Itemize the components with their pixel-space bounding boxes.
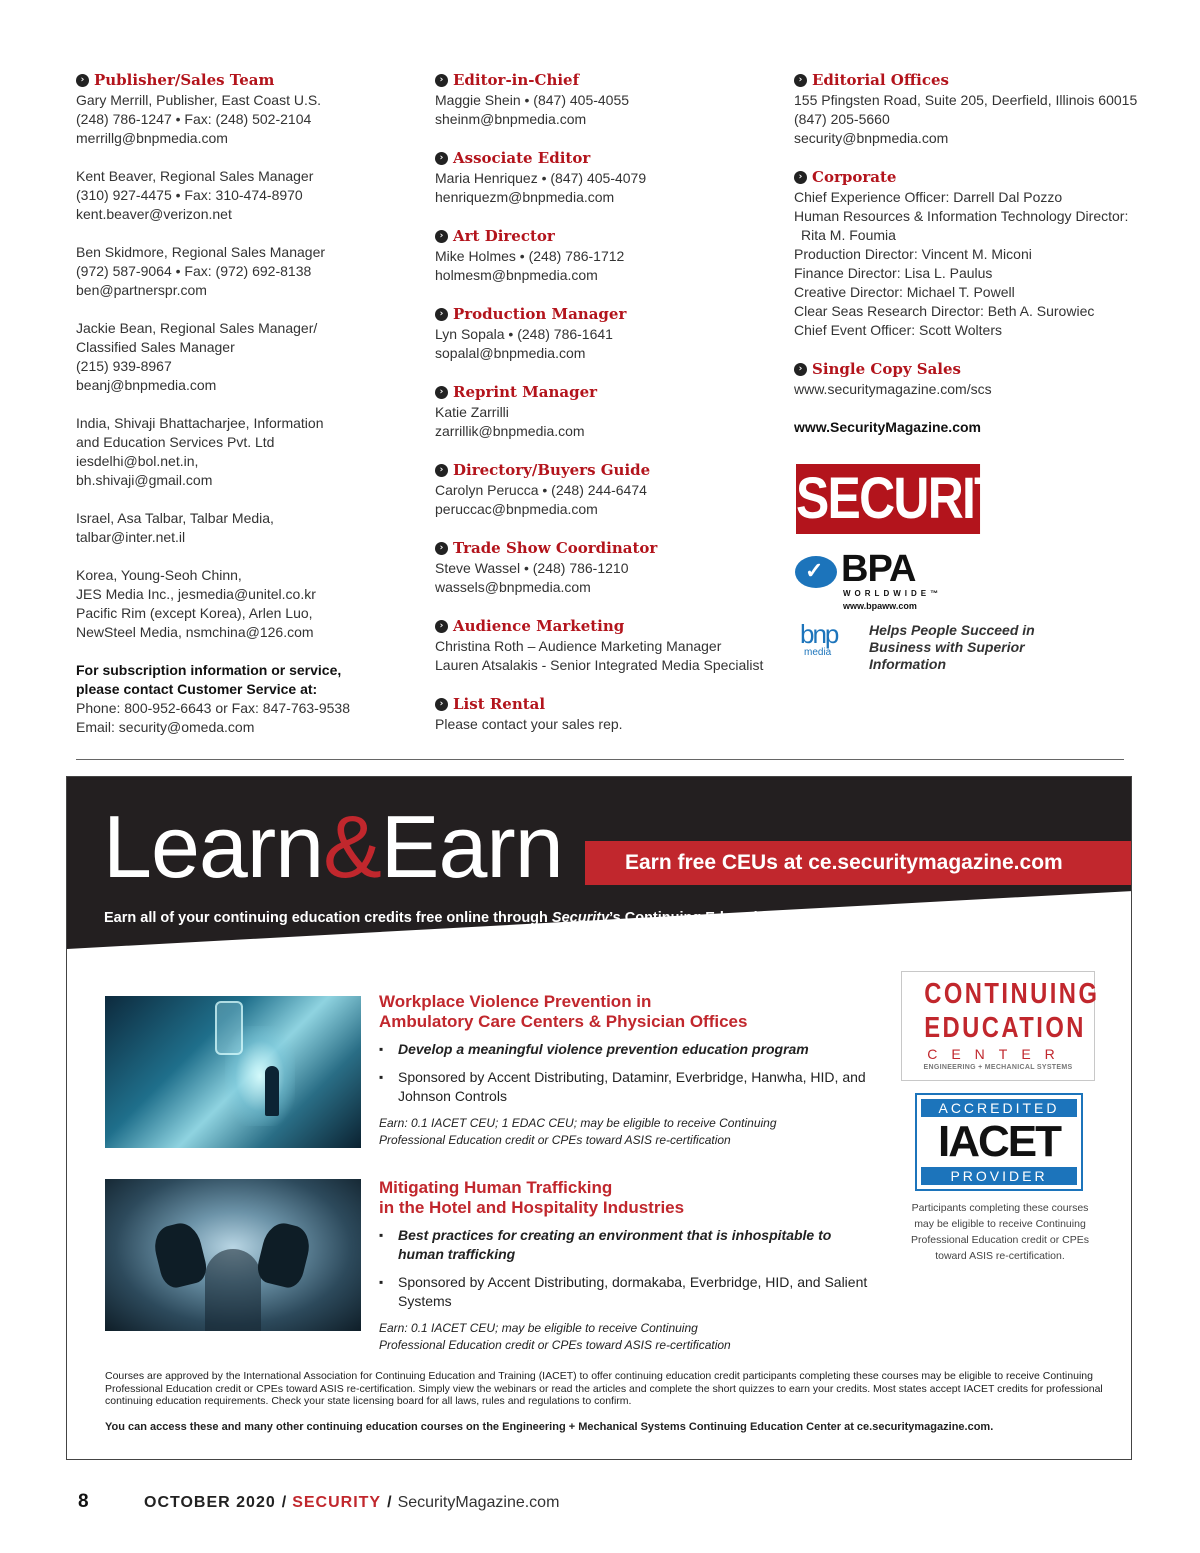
staff-section: › Trade Show Coordinator Steve Wassel • (248) 786-1210 wassels@bnpmedia.com — [435, 539, 658, 595]
ad-footnote-bold: You can access these and many other continuing education courses on the Engineering + Mechanical Systems Continuing Education Center at ce.securitymagazine.com. — [105, 1421, 994, 1433]
hands-behind-glass-photo — [105, 1179, 361, 1331]
course-title[interactable]: Workplace Violence Prevention in Ambulatory Care Centers & Physician Offices — [379, 992, 748, 1031]
issue-date: OCTOBER 2020 — [144, 1494, 276, 1511]
ad-footnote: Courses are approved by the International Association for Continuing Education and Training (IACET) to offer continuing education credit participants completing these courses may be eligible to receive Continuing Professional Education credit or CPEs toward ASIS re-certification. Simply view the webinars or read the articles and complete the short quizzes to earn your credits. Most states accept IACET credits for professional continuing education requirements. Check your state licensing board for all laws, rules and regulations to confirm. — [105, 1370, 1103, 1407]
hospital-corridor-photo — [105, 996, 361, 1148]
staff-section: › Directory/Buyers Guide Carolyn Perucca • (248) 244-6474 peruccac@bnpmedia.com — [435, 461, 651, 517]
course-bullet: ▪ Best practices for creating an environment that is inhospitable to human trafficking — [379, 1226, 879, 1264]
course-item[interactable] — [379, 1178, 879, 1354]
chevron-right-icon: › — [435, 152, 448, 165]
single-copy-sales: › Single Copy Sales www.securitymagazine.com/scs — [794, 360, 992, 397]
staff-section: › Art Director Mike Holmes • (248) 786-1712 holmesm@bnpmedia.com — [435, 227, 625, 283]
page-footer: 8 OCTOBER 2020 / SECURITY / SecurityMagazine.com — [78, 1491, 560, 1512]
staff-section: › Editor-in-Chief Maggie Shein • (847) 405-4055 sheinm@bnpmedia.com — [435, 71, 630, 127]
contact-block: Gary Merrill, Publisher, East Coast U.S. (248) 786-1247 • Fax: (248) 502-2104 merrillg@bnpmedia.com — [76, 92, 322, 146]
ad-intro: Earn all of your continuing education credits free online through Security’s Continuing Education Center at ce.securitymagazine.com. — [104, 910, 1026, 926]
continuing-education-center-logo: CONTINUING EDUCATION CENTER ENGINEERING + MECHANICAL SYSTEMS — [901, 971, 1095, 1081]
contact-block: Jackie Bean, Regional Sales Manager/ Classified Sales Manager (215) 939-8967 beanj@bnpmedia.com — [76, 320, 318, 393]
course-credit: Earn: 0.1 IACET CEU; 1 EDAC CEU; may be eligible to receive Continuing Professional Education credit or CPEs toward ASIS re-certification — [379, 1116, 777, 1147]
learn-earn-title: Learn&Earn — [103, 797, 563, 896]
bnp-tagline: Helps People Succeed in Business with Superior Information — [869, 622, 1035, 672]
chevron-right-icon: › — [794, 171, 807, 184]
section-heading: › Publisher/Sales Team — [76, 70, 406, 91]
website-link[interactable]: www.SecurityMagazine.com — [794, 419, 981, 435]
course-credit: Earn: 0.1 IACET CEU; may be eligible to receive Continuing Professional Education credit or CPEs toward ASIS re-certification — [379, 1321, 731, 1352]
editorial-staff-column — [435, 70, 775, 753]
bpa-logo: ✓ BPA WORLDWIDE™ www.bpaww.com — [795, 552, 935, 612]
chevron-right-icon: › — [435, 308, 448, 321]
iacet-accredited-logo: ACCREDITED IACET PROVIDER — [915, 1093, 1083, 1191]
staff-section: › Audience Marketing Christina Roth – Audience Marketing Manager Lauren Atsalakis - Senior Integrated Media Specialist — [435, 617, 764, 673]
bnp-media-logo: bnp media — [800, 619, 838, 658]
ceu-banner: Earn free CEUs at ce.securitymagazine.com — [585, 841, 1132, 885]
magazine-name: SECURITY — [292, 1494, 382, 1511]
chevron-right-icon: › — [435, 620, 448, 633]
subscription-info: For subscription information or service, please contact Customer Service at: Phone: 800-952-6643 or Fax: 847-763-9538 Email: security@omeda.com — [76, 662, 350, 735]
chevron-right-icon: › — [794, 363, 807, 376]
contact-block: Israel, Asa Talbar, Talbar Media, talbar@inter.net.il — [76, 510, 274, 545]
contact-block: Korea, Young-Seoh Chinn, JES Media Inc., jesmedia@unitel.co.kr Pacific Rim (except Korea), Arlen Luo, NewSteel Media, nsmchina@126.com — [76, 567, 316, 640]
chevron-right-icon: › — [435, 230, 448, 243]
staff-section: › List Rental Please contact your sales rep. — [435, 695, 623, 732]
chevron-right-icon: › — [794, 74, 807, 87]
corporate: › Corporate Chief Experience Officer: Darrell Dal Pozzo Human Resources & Information Technology Director: Rita M. Foumia Production Director: Vincent M. Miconi Finance Director: Lisa L. Paulus Creative Director: Michael T. Powell Clear Seas Research Director: Beth A. Surowiec Chief Event Officer: Scott Wolters — [794, 168, 1129, 338]
chevron-right-icon: › — [435, 386, 448, 399]
check-icon: ✓ — [805, 558, 824, 583]
staff-section: › Associate Editor Maria Henriquez • (847) 405-4079 henriquezm@bnpmedia.com — [435, 149, 647, 205]
chevron-right-icon: › — [435, 698, 448, 711]
contact-block: Ben Skidmore, Regional Sales Manager (972) 587-9064 • Fax: (972) 692-8138 ben@partnerspr.com — [76, 244, 326, 298]
contact-block: India, Shivaji Bhattacharjee, Information and Education Services Pvt. Ltd iesdelhi@bol.net.in, bh.shivaji@gmail.com — [76, 415, 324, 488]
course-bullet: ▪ Develop a meaningful violence prevention education program — [379, 1040, 879, 1059]
course-title[interactable]: Mitigating Human Trafficking in the Hotel and Hospitality Industries — [379, 1178, 685, 1217]
chevron-right-icon: › — [76, 74, 89, 87]
contact-block: Kent Beaver, Regional Sales Manager (310) 927-4475 • Fax: 310-474-8970 kent.beaver@verizon.net — [76, 168, 314, 222]
page-number: 8 — [78, 1491, 89, 1512]
chevron-right-icon: › — [435, 74, 448, 87]
chevron-right-icon: › — [435, 464, 448, 477]
course-bullet: ▪ Sponsored by Accent Distributing, Dataminr, Everbridge, Hanwha, HID, and Johnson Controls — [379, 1068, 879, 1106]
iacet-note: Participants completing these courses may be eligible to receive Continuing Professional Education credit or CPEs toward ASIS re-certification. — [910, 1202, 1089, 1262]
course-item[interactable] — [379, 992, 879, 1149]
staff-section: › Reprint Manager Katie Zarrilli zarrillik@bnpmedia.com — [435, 383, 598, 439]
offices-column — [794, 70, 1138, 437]
section-divider — [76, 759, 1124, 760]
editorial-offices: › Editorial Offices 155 Pfingsten Road, Suite 205, Deerfield, Illinois 60015 (847) 205-5660 security@bnpmedia.com — [794, 71, 1138, 146]
publisher-sales-column — [76, 70, 406, 737]
course-bullet: ▪ Sponsored by Accent Distributing, dormakaba, Everbridge, HID, and Salient Systems — [379, 1273, 879, 1311]
learn-earn-ad — [66, 776, 1132, 1460]
footer-website[interactable]: SecurityMagazine.com — [397, 1494, 560, 1511]
staff-section: › Production Manager Lyn Sopala • (248) 786-1641 sopalal@bnpmedia.com — [435, 305, 627, 361]
chevron-right-icon: › — [435, 542, 448, 555]
security-logo: SECURITY — [796, 464, 980, 534]
